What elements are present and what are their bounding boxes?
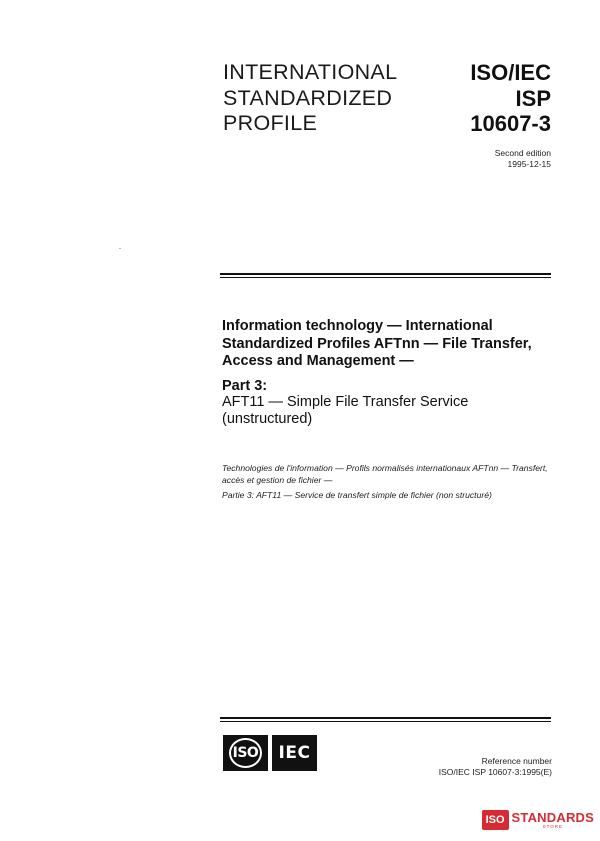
french-title: Technologies de l'information — Profils normalisés internationaux AFTnn — Transfert, accès et gestion de fichier — xyxy=(222,463,548,485)
top-divider xyxy=(220,277,551,279)
edition-label: Second edition xyxy=(494,148,551,158)
store-watermark xyxy=(482,809,594,831)
part-label: Part 3: xyxy=(222,378,268,394)
french-part-title: Partie 3: AFT11 — Service de transfert simple de fichier (non structuré) xyxy=(222,490,492,500)
iec-logo: IEC xyxy=(272,735,317,771)
standard-number-line: ISP xyxy=(515,85,551,111)
reference-label: Reference number xyxy=(481,756,552,766)
document-type-line: INTERNATIONAL xyxy=(223,60,398,84)
document-type-line: PROFILE xyxy=(223,111,318,135)
reference-number xyxy=(439,756,552,778)
document-type xyxy=(223,60,433,137)
document-type-line: STANDARDIZED xyxy=(223,85,393,110)
standard-number-line: ISO/IEC xyxy=(470,60,551,85)
edition-info xyxy=(495,148,551,170)
edition-date: 1995-12-15 xyxy=(507,159,551,169)
watermark-subtext: STORE xyxy=(542,823,563,829)
watermark-text: STANDARDS xyxy=(511,809,594,825)
part-subtitle: AFT11 — Simple File Transfer Service (unstructured) xyxy=(222,394,469,427)
standard-number xyxy=(470,60,551,137)
scan-speck xyxy=(119,248,121,249)
standard-number-line: 10607-3 xyxy=(470,111,551,136)
document-title: Information technology — International Standardized Profiles AFTnn — File Transfer, Access and Management — xyxy=(222,318,532,369)
reference-value: ISO/IEC ISP 10607-3:1995(E) xyxy=(438,767,552,777)
iso-logo-text: ISO xyxy=(232,745,259,761)
iso-logo xyxy=(223,735,268,771)
bottom-divider xyxy=(220,721,551,723)
publisher-logos xyxy=(223,735,323,771)
iso-logo-ring xyxy=(229,738,262,768)
top-divider xyxy=(220,273,551,275)
watermark-wordmark xyxy=(512,811,594,830)
watermark-iso-badge: ISO xyxy=(482,810,509,830)
bottom-divider xyxy=(220,717,551,719)
